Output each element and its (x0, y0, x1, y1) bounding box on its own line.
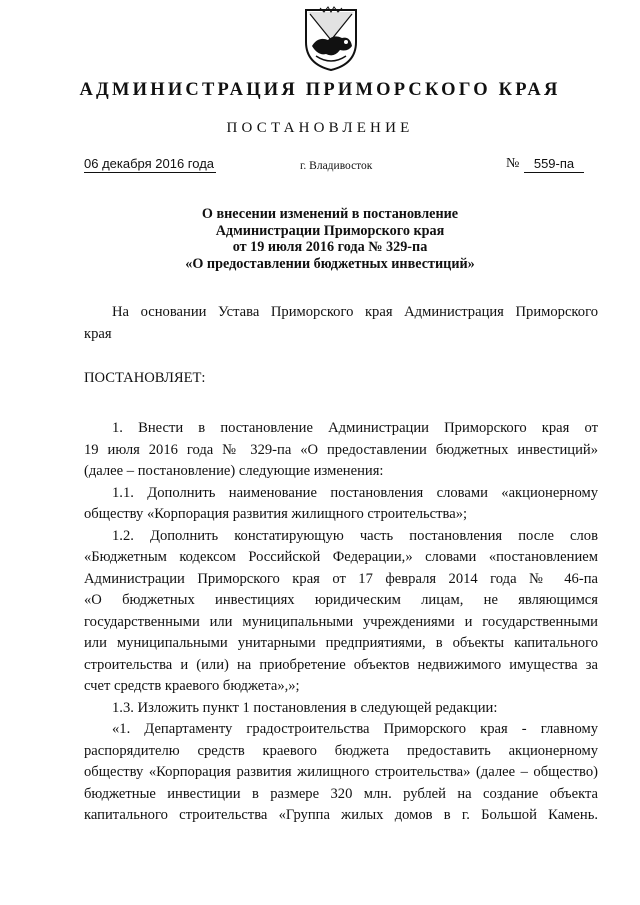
title-line: от 19 июля 2016 года № 329-па (232, 239, 428, 255)
text-line: ПОСТАНОВЛЯЕТ: (84, 370, 206, 386)
decree-word (84, 368, 598, 390)
text-line: строительства и (или) на приобретение объектов недвижимого имущества за (84, 656, 598, 673)
title-line: «О предоставлении бюджетных инвестиций» (185, 255, 475, 272)
text-line: 1.2. Дополнить констатирующую часть постановления после слов (112, 527, 598, 544)
text-line: бюджетные инвестиции в размере 320 млн. рублей на создание объекта (84, 785, 598, 802)
document-number: 559-па (524, 156, 584, 173)
text-line: распорядителю средств краевого бюджета предоставить акционерному (84, 742, 598, 759)
text-line: обществу «Корпорация развития жилищного строительства»; (84, 506, 468, 522)
document-city: г. Владивосток (300, 160, 373, 172)
text-line: 1.3. Изложить пункт 1 постановления в следующей редакции: (112, 699, 498, 716)
number-label: № (506, 156, 520, 171)
text-line: (далее – постановление) следующие изменения: (84, 463, 384, 479)
basis-paragraph (84, 302, 598, 345)
text-line: «Бюджетным кодексом Российской Федерации,» словами «постановлением (84, 549, 598, 565)
text-line: счет средств краевого бюджета»,»; (84, 678, 300, 694)
text-line: обществу «Корпорация развития жилищного строительства» (далее – общество) (84, 764, 598, 780)
text-line: капитального строительства «Группа жилых домов в г. Большой Камень. (84, 807, 598, 823)
text-line: или муниципальными унитарными предприятиями, в объекты капитального (84, 635, 598, 651)
document-type: ПОСТАНОВЛЕНИЕ (226, 120, 414, 136)
coat-of-arms-emblem (300, 6, 362, 72)
text-line: 1.1. Дополнить наименование постановления словами «акционерному (112, 484, 598, 501)
text-line: государственными или муниципальными учреждениями и государственными (84, 613, 598, 630)
text-line: «О бюджетных инвестициях юридическим лицам, не являющимся (84, 592, 598, 608)
title-line: О внесении изменений в постановление (201, 206, 459, 222)
text-line: На основании Устава Приморского края Администрация Приморского (112, 304, 598, 320)
organization-name: АДМИНИСТРАЦИЯ ПРИМОРСКОГО КРАЯ (79, 80, 561, 100)
text-line: 1. Внести в постановление Администрации Приморского края от (112, 420, 598, 436)
title-line: Администрации Приморского края (215, 222, 445, 239)
document-title (60, 206, 600, 272)
text-line: 19 июля 2016 года № 329-па «О предоставлении бюджетных инвестиций» (84, 441, 598, 458)
document-date: 06 декабря 2016 года (84, 156, 215, 171)
main-text (84, 418, 598, 827)
text-line: края (84, 325, 112, 342)
text-line: Администрации Приморского края от 17 февраля 2014 года № 46-па (84, 570, 598, 587)
text-line: «1. Департаменту градостроительства Приморского края - главному (112, 721, 598, 737)
